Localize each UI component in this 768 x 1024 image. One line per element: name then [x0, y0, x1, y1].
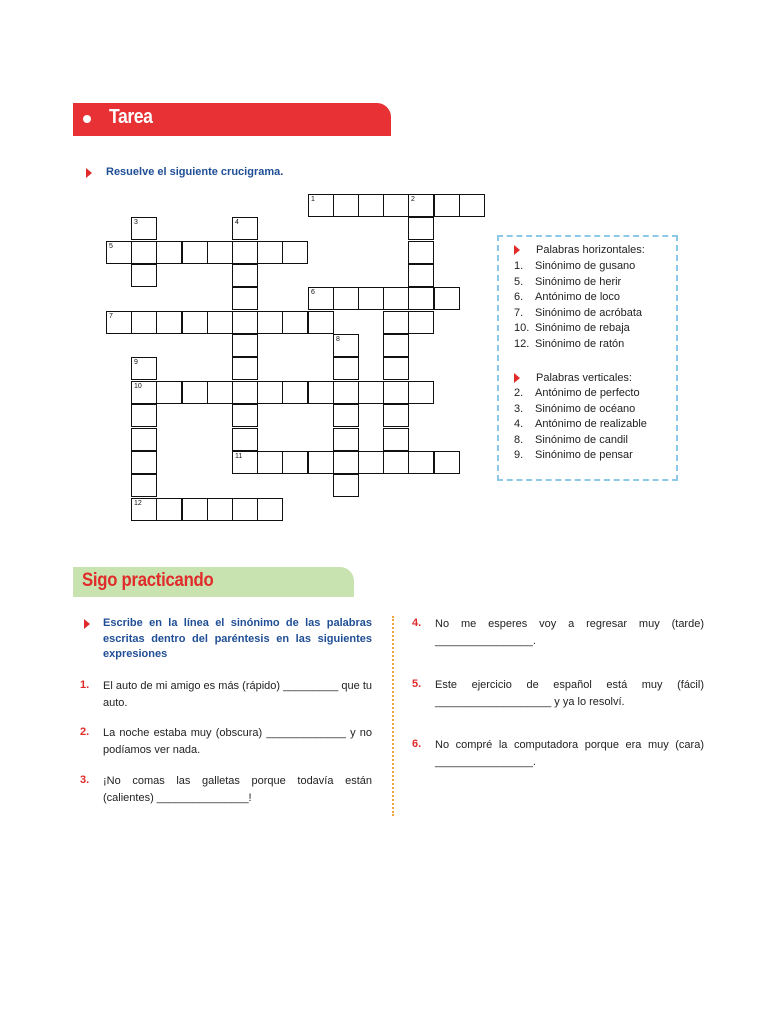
crossword-cell[interactable] — [333, 404, 359, 427]
crossword-cell[interactable] — [383, 428, 409, 451]
crossword-cell[interactable] — [383, 381, 409, 404]
exercise-text: ¡No comas las galletas porque todavía están (calientes) _______________! — [103, 775, 372, 804]
crossword-cell[interactable] — [383, 357, 409, 380]
clue-number: 12 — [134, 500, 142, 507]
crossword-cell[interactable] — [131, 428, 157, 451]
crossword-cell[interactable] — [131, 474, 157, 497]
clue-number: 6. — [514, 291, 524, 304]
crossword-cell[interactable] — [232, 357, 258, 380]
crossword-cell[interactable] — [308, 311, 334, 334]
clue-item — [514, 322, 630, 334]
crossword-cell[interactable] — [156, 498, 182, 521]
clue-number: 8 — [336, 336, 340, 343]
crossword-cell[interactable] — [257, 241, 283, 264]
crossword-cell[interactable] — [207, 498, 233, 521]
exercise-number: 3. — [80, 774, 90, 786]
crossword-cell[interactable] — [333, 194, 359, 217]
column-divider — [392, 616, 394, 816]
crossword-cell[interactable] — [232, 241, 258, 264]
exercise-text: El auto de mi amigo es más (rápido) _________ que tu auto. — [103, 680, 372, 709]
crossword-cell[interactable] — [358, 381, 384, 404]
clue-number: 10. — [514, 322, 530, 335]
exercise-text: No me esperes voy a regresar muy (tarde) ________________. — [435, 618, 704, 647]
clue-item — [514, 307, 642, 319]
clue-text: Antónimo de perfecto — [535, 387, 640, 399]
crossword-cell[interactable] — [333, 287, 359, 310]
crossword-cell[interactable] — [408, 311, 434, 334]
clue-item — [514, 434, 628, 446]
exercise-number: 6. — [412, 738, 422, 750]
crossword-cell[interactable] — [282, 311, 308, 334]
clue-number: 5. — [514, 275, 524, 288]
bullet-icon — [514, 245, 520, 255]
crossword-cell[interactable] — [333, 474, 359, 497]
crossword-cell[interactable] — [232, 498, 258, 521]
crossword-cell[interactable] — [408, 217, 434, 240]
crossword-cell[interactable] — [182, 498, 208, 521]
crossword-cell[interactable] — [257, 451, 283, 474]
crossword-cell[interactable] — [131, 264, 157, 287]
crossword-cell[interactable] — [408, 264, 434, 287]
clue-number: 5 — [109, 243, 113, 250]
crossword-cell[interactable] — [383, 311, 409, 334]
clue-number: 7. — [514, 306, 524, 319]
bullet-icon — [514, 373, 520, 383]
crossword-cell[interactable] — [282, 381, 308, 404]
clue-number: 11 — [235, 453, 243, 460]
crossword-cell[interactable] — [358, 451, 384, 474]
clue-number: 8. — [514, 433, 524, 446]
clue-number: 9 — [134, 359, 138, 366]
clue-item — [514, 403, 635, 415]
crossword-cell[interactable] — [232, 287, 258, 310]
clue-text: Sinónimo de herir — [535, 275, 622, 288]
clue-text: Sinónimo de candil — [535, 433, 628, 446]
crossword-cell[interactable] — [434, 287, 460, 310]
crossword-cell[interactable] — [333, 451, 359, 474]
clue-item — [514, 387, 640, 399]
crossword-cell[interactable] — [156, 241, 182, 264]
crossword-cell[interactable] — [207, 381, 233, 404]
practice-title: Sigo practicando — [82, 570, 214, 591]
crossword-cell[interactable] — [408, 381, 434, 404]
clue-number: 4. — [514, 418, 524, 431]
crossword-cell[interactable] — [408, 241, 434, 264]
crossword-cell[interactable] — [333, 381, 359, 404]
clue-number: 4 — [235, 219, 239, 226]
crossword-cell[interactable] — [182, 311, 208, 334]
crossword-cell[interactable] — [358, 194, 384, 217]
crossword-cell[interactable] — [182, 381, 208, 404]
vertical-clues-title: Palabras verticales: — [536, 372, 632, 384]
clue-number: 10 — [134, 383, 142, 390]
crossword-cell[interactable] — [434, 194, 460, 217]
crossword-cell[interactable] — [131, 451, 157, 474]
crossword-cell[interactable] — [383, 287, 409, 310]
crossword-cell[interactable] — [182, 241, 208, 264]
crossword-cell[interactable] — [282, 451, 308, 474]
clue-item — [514, 260, 635, 272]
clue-item — [514, 449, 633, 461]
crossword-cell[interactable] — [308, 451, 334, 474]
clue-text: Sinónimo de ratón — [535, 338, 625, 350]
crossword-cell[interactable] — [333, 357, 359, 380]
crossword-cell[interactable] — [308, 381, 334, 404]
crossword-cell[interactable] — [232, 334, 258, 357]
exercise-text: No compré la computadora porque era muy (cara) ________________. — [435, 739, 704, 768]
crossword-cell[interactable] — [383, 451, 409, 474]
exercise-number: 2. — [80, 726, 90, 738]
clue-text: Antónimo de realizable — [535, 418, 647, 431]
clue-item — [514, 418, 647, 430]
crossword-cell[interactable] — [358, 287, 384, 310]
clue-text: Antónimo de loco — [535, 291, 620, 304]
horizontal-clues-title: Palabras horizontales: — [536, 244, 645, 256]
crossword-cell[interactable] — [131, 404, 157, 427]
crossword-cell[interactable] — [156, 311, 182, 334]
crossword-cell[interactable] — [131, 311, 157, 334]
crossword-cell[interactable] — [232, 381, 258, 404]
crossword-cell[interactable] — [257, 381, 283, 404]
crossword-cell[interactable] — [232, 311, 258, 334]
practice-instruction: Escribe en la línea el sinónimo de las palabras escritas dentro del paréntesis en las siguientes expresiones — [103, 617, 372, 660]
crossword-cell[interactable] — [131, 241, 157, 264]
clue-text: Sinónimo de océano — [535, 402, 636, 415]
clue-text: Sinónimo de acróbata — [535, 306, 643, 319]
crossword-cell[interactable] — [383, 194, 409, 217]
crossword-cell[interactable] — [434, 451, 460, 474]
crossword-cell[interactable] — [207, 311, 233, 334]
crossword-cell[interactable] — [383, 334, 409, 357]
exercise-number: 4. — [412, 617, 422, 629]
crossword-cell[interactable] — [383, 404, 409, 427]
crossword-cell[interactable] — [459, 194, 485, 217]
clue-text: Sinónimo de gusano — [535, 260, 636, 272]
clue-text: Sinónimo de rebaja — [535, 322, 630, 335]
clue-number: 2 — [411, 196, 415, 203]
clue-text: Sinónimo de pensar — [535, 449, 633, 462]
clue-number: 12. — [514, 338, 530, 350]
crossword-cell[interactable] — [282, 241, 308, 264]
crossword-cell[interactable] — [156, 381, 182, 404]
crossword-cell[interactable] — [232, 428, 258, 451]
crossword-cell[interactable] — [408, 287, 434, 310]
crossword-cell[interactable] — [408, 451, 434, 474]
crossword-cell[interactable] — [232, 404, 258, 427]
clue-item — [514, 291, 620, 303]
clue-number: 9. — [514, 449, 524, 462]
clue-number: 1. — [514, 260, 524, 272]
exercise-number: 5. — [412, 678, 422, 690]
crossword-cell[interactable] — [207, 241, 233, 264]
crossword-cell[interactable] — [232, 264, 258, 287]
crossword-cell[interactable] — [257, 498, 283, 521]
clue-number: 1 — [311, 196, 315, 203]
homework-instruction: Resuelve el siguiente crucigrama. — [106, 166, 284, 178]
clue-item — [514, 338, 624, 350]
homework-title: Tarea — [109, 106, 153, 128]
crossword-cell[interactable] — [257, 311, 283, 334]
exercise-text: Este ejercicio de español está muy (fácil) ___________________ y ya lo resolví. — [435, 679, 704, 708]
bullet-icon — [84, 619, 90, 629]
clue-number: 6 — [311, 289, 315, 296]
clue-number: 3 — [134, 219, 138, 226]
exercise-number: 1. — [80, 679, 90, 691]
clue-number: 2. — [514, 387, 524, 399]
clue-item — [514, 276, 621, 288]
clue-number: 3. — [514, 402, 524, 415]
clue-number: 7 — [109, 313, 113, 320]
crossword-cell[interactable] — [333, 428, 359, 451]
exercise-text: La noche estaba muy (obscura) _____________ y no podíamos ver nada. — [103, 727, 372, 756]
